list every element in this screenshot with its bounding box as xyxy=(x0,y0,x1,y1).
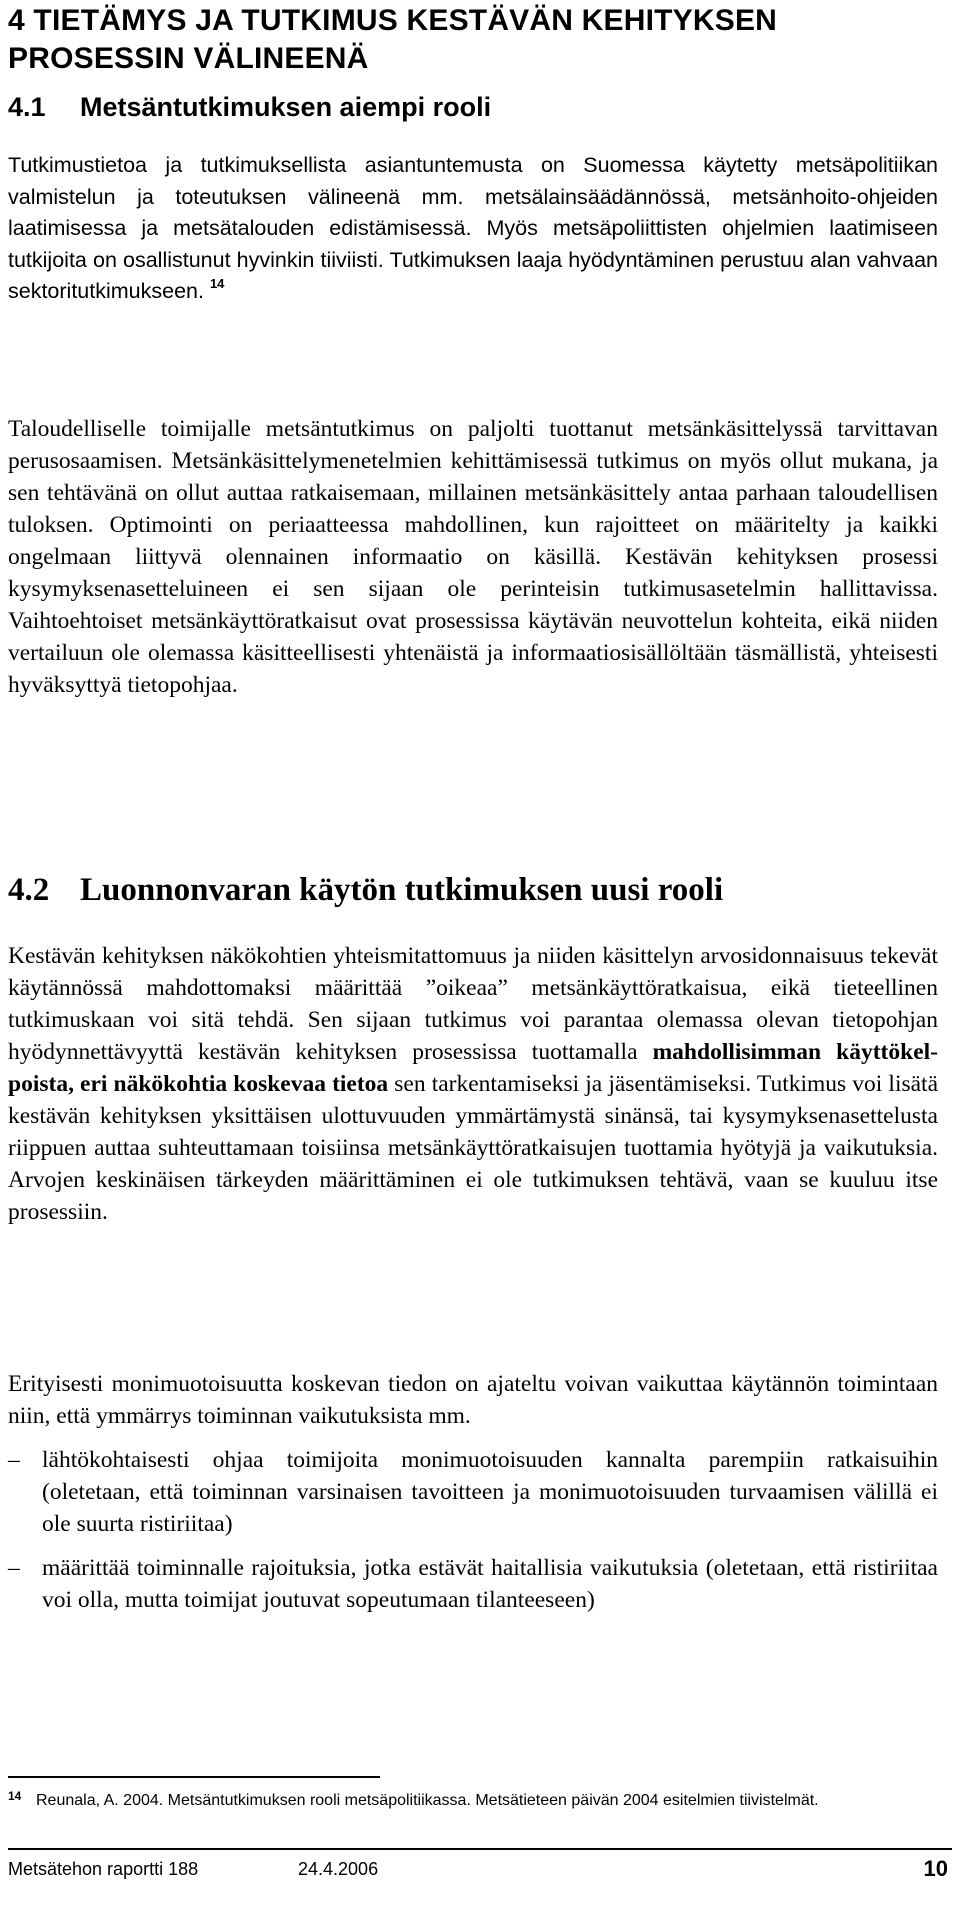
footnote xyxy=(8,1790,938,1811)
section-title: Luonnonvaran käytön tutkimuksen uusi rooli xyxy=(80,872,724,908)
paragraph-3 xyxy=(8,940,938,1228)
page-footer xyxy=(8,1852,952,1886)
paragraph-2: Taloudelliselle toimijalle metsäntutkimus on paljolti tuottanut metsänkäsittelyssä tarvittavan perusosaamisen. Metsänkäsittelymenetelmien kehittämisessä tutkimus on myös ollut mukana, ja sen tehtävänä on ollut auttaa ratkaisemaan, millainen metsänkäsittely antaa parhaan taloudellisen tuloksen. Optimointi on periaatteessa mahdollinen, kun rajoitteet on määritelty ja kaikki ongelmaan liittyvä olennainen informaatio on käsillä. Kestävän kehityksen prosessi kysymyksenasetteluineen ei sen sijaan ole perinteisin tutkimusasetelmin hallittavissa. Vaihtoehtoiset metsänkäyttöratkaisut ovat prosessissa käytävän neuvottelun kohteita, eikä niiden vertailuun ole olemassa käsitteellisesti yhtenäistä ja informaatiosisällöltään täsmällistä, yhteisesti hyväksyttyä tietopohjaa. xyxy=(8,416,938,698)
bullet-list xyxy=(8,1444,938,1616)
publication-date: 24.4.2006 xyxy=(298,1859,379,1879)
paragraph-3-text-a: Kestävän kehityksen näkökohtien yhteismitattomuus ja niiden käsittelyn arvosidonnaisuus tekevät käytännössä mahdottomaksi määrittää ”oikeaa” metsänkäyttöratkaisua, eikä tieteellinen tutkimuskaan voi sitä tehdä. Sen sijaan tutkimus voi parantaa olemassa olevan tietopohjan hyödynnettävyyttä kestävän kehityksen prosessissa tuottamalla xyxy=(8,943,938,1065)
dash-bullet: – xyxy=(8,1555,20,1581)
footer-divider xyxy=(8,1848,952,1850)
paragraph-3-emphasis: mahdollisimman käyttökelpoista, eri näkökohtia koskevaa tietoa xyxy=(8,1039,938,1097)
paragraph-4: Erityisesti monimuotoisuutta koskevan tiedon on ajateltu voivan vaikuttaa käytännön toimintaan niin, että ymmärrys toiminnan vaikutuksista mm. xyxy=(8,1371,938,1429)
footnote-text: Reunala, A. 2004. Metsäntutkimuksen rooli metsäpolitiikassa. Metsätieteen päivän 2004 esitelmien tiivistelmät. xyxy=(36,1792,819,1809)
section-number: 4.1 xyxy=(8,92,46,122)
paragraph-3-text-b: sen tarkentamiseksi ja jäsentämiseksi. Tutkimus voi lisätä kestävän kehityksen yksittäisen ulottuvuuden ymmärtämystä sinänsä, tai kysymyksenasettelusta riippuen auttaa suhteuttamaan toisiinsa metsänkäyttöratkaisujen tuottamia hyötyjä ja vaikutuksia. Arvojen keskinäisen tärkeyden määrittäminen ei ole tutkimuksen tehtävä, vaan se kuuluu itse prosessiin. xyxy=(8,1071,939,1225)
paragraph-1-text: Tutkimustietoa ja tutkimuksellista asiantuntemusta on Suomessa käytetty metsäpolitiikan valmistelun ja toteutuksen välineenä mm. metsälainsäädännössä, metsänhoito-ohjeiden laatimisessa ja metsätalouden edistämisessä. Myös metsäpoliittisten ohjelmien laatimiseen tutkijoita on osallistunut hyvinkin tiiviisti. Tutkimuksen laaja hyödyntäminen perustuu alan vahvaan sektoritutkimukseen. xyxy=(8,153,938,303)
dash-bullet: – xyxy=(8,1447,20,1473)
footnote-number: 14 xyxy=(8,1789,22,1803)
footnote-divider xyxy=(8,1776,380,1778)
section-title: Metsäntutkimuksen aiempi rooli xyxy=(80,92,492,122)
publication-name: Metsätehon raportti 188 xyxy=(8,1859,199,1879)
list-item xyxy=(8,1552,938,1616)
section-number: 4.2 xyxy=(8,872,50,908)
section-heading-4-1 xyxy=(8,90,491,124)
section-heading-4-2 xyxy=(8,870,723,910)
page-number: 10 xyxy=(923,1856,948,1881)
list-item-text: lähtökohtaisesti ohjaa toimijoita monimuotoisuuden kannalta parempiin ratkaisuihin (oletetaan, että toiminnan varsinaisen tavoitteen ja monimuotoisuuden turvaamisen välillä ei ole suurta ristiriitaa) xyxy=(42,1447,938,1537)
footnote-reference: 14 xyxy=(209,276,225,291)
list-item xyxy=(8,1444,938,1540)
chapter-heading: 4 TIETÄMYS JA TUTKIMUS KESTÄVÄN KEHITYKSEN PROSESSIN VÄLINEENÄ xyxy=(8,4,778,75)
list-item-text: määrittää toiminnalle rajoituksia, jotka estävät haitallisia vaikutuksia (oletetaan, että ristiriitaa voi olla, mutta toimijat joutuvat sopeutumaan tilanteeseen) xyxy=(42,1555,938,1613)
paragraph-1 xyxy=(8,150,938,310)
